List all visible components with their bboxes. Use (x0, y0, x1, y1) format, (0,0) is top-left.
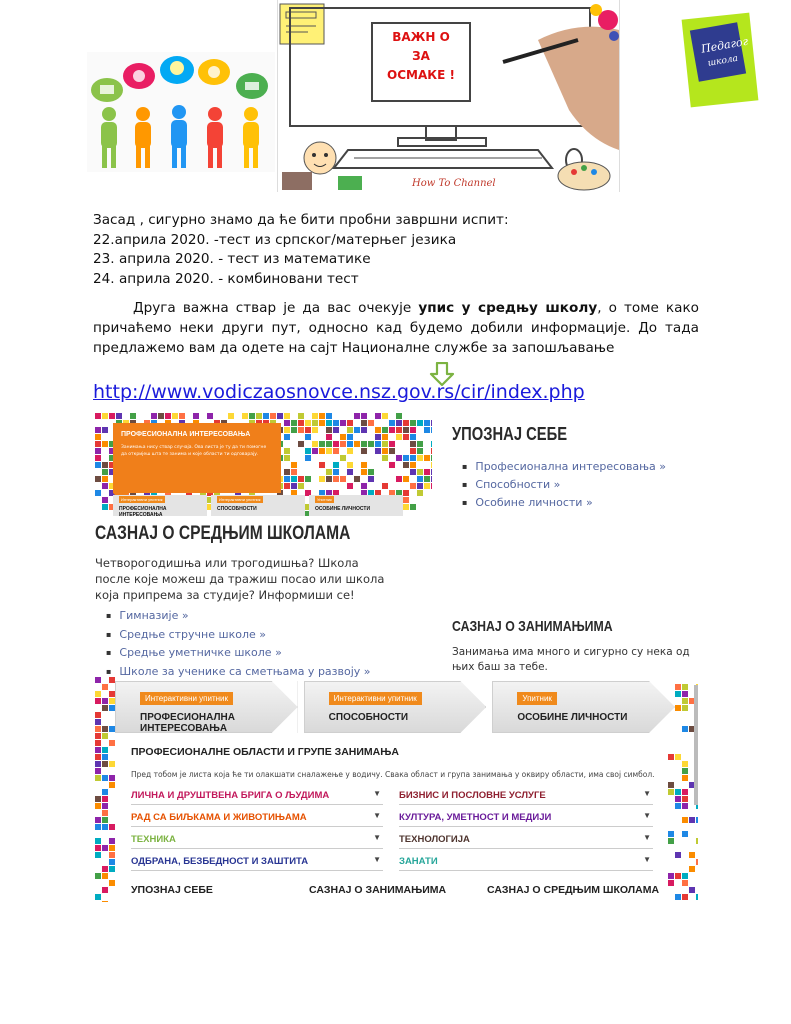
upoznaj-sebe-heading: УПОЗНАЈ СЕБЕ (452, 424, 568, 444)
area-label: БИЗНИС И ПОСЛОВНЕ УСЛУГЕ (399, 790, 546, 801)
test-tab-tag: Интерактивни упитник (329, 692, 422, 705)
banner-tab-name: ОСОБИНЕ ЛИЧНОСТИ (315, 506, 371, 512)
footer-link-upoznaj[interactable]: УПОЗНАЈ СЕБЕ (131, 884, 213, 896)
test-tab-name: ОСОБИНЕ ЛИЧНОСТИ (517, 712, 628, 723)
caret-down-icon: ▼ (643, 833, 651, 842)
test-tab-personality[interactable] (492, 681, 675, 733)
intro-line-4: 24. априла 2020. - комбиновани тест (93, 270, 359, 287)
test-tab-name: ПРОФЕСИОНАЛНА ИНТЕРЕСОВАЊА (140, 712, 235, 734)
test-tab-abilities[interactable] (304, 681, 487, 733)
caret-down-icon: ▼ (643, 811, 651, 820)
professional-areas-panel (115, 734, 665, 902)
schools-heading: САЗНАЈ О СРЕДЊИМ ШКОЛАМА (95, 523, 351, 544)
area-label: ЛИЧНА И ДРУШТВЕНА БРИГА О ЉУДИМА (131, 790, 330, 801)
link-abilities[interactable]: ▪ Способности » (462, 476, 666, 494)
banner-tabs (113, 495, 403, 516)
area-label: КУЛТУРА, УМЕТНОСТ И МЕДИЈИ (399, 812, 552, 823)
intro-line-3: 23. априла 2020. - тест из математике (93, 251, 371, 267)
left-color-mosaic (95, 677, 117, 902)
area-label: ТЕХНИКА (131, 834, 176, 845)
computer-drawing-illustration (277, 0, 620, 192)
panel-title: ПРОФЕСИОНАЛНЕ ОБЛАСТИ И ГРУПЕ ЗАНИМАЊА (131, 746, 399, 758)
how-to-channel-caption: How To Channel (412, 178, 496, 189)
test-tab-interests[interactable] (115, 681, 298, 733)
sign-line-1: ВАЖН О (392, 30, 450, 44)
paragraph-part-1: Друга важна ствар је да вас очекује (133, 300, 419, 316)
banner-tab[interactable] (113, 495, 207, 516)
school-links (106, 607, 371, 681)
caret-down-icon: ▼ (373, 855, 381, 864)
banner-title: ПРОФЕСИОНАЛНА ИНТЕРЕСОВАЊА (121, 431, 251, 438)
area-label: ТЕХНОЛОГИЈА (399, 834, 470, 845)
people-ideas-illustration (87, 52, 275, 172)
schools-description: Четворогодишња или трогодишња? Школа после које можеш да тражиш посао или школа која припрема за студије? Информиши се! (95, 556, 385, 602)
panel-description: Пред тобом је листа која ће ти олакшати сналажење у водичу. Свака област и група занимања у оквиру области, има свој симбол. (131, 770, 655, 779)
area-dropdown[interactable] (131, 830, 383, 849)
area-dropdown[interactable] (131, 786, 383, 805)
sign-line-3: ОСМАКЕ ! (387, 68, 455, 82)
vodic-site-screenshot (95, 677, 698, 902)
footer-link-schools[interactable]: САЗНАЈ О СРЕДЊИМ ШКОЛАМА (487, 884, 660, 896)
intro-text (93, 211, 509, 289)
area-dropdown[interactable] (399, 786, 653, 805)
link-special-schools[interactable]: ▪ Школе за ученике са сметњама у развоју » (106, 663, 371, 682)
sign-line-2: ЗА (412, 49, 430, 63)
scrollbar[interactable] (694, 685, 698, 805)
occupations-heading: САЗНАЈ О ЗАНИМАЊИМА (452, 618, 613, 635)
pedagog-logo (680, 8, 760, 112)
caret-down-icon: ▼ (373, 833, 381, 842)
chevron-right-icon (460, 681, 486, 733)
interests-banner-screenshot (95, 413, 432, 516)
link-art-schools[interactable]: ▪ Средње уметничке школе » (106, 644, 371, 663)
footer-link-occupations[interactable]: САЗНАЈ О ЗАНИМАЊИМА (309, 884, 447, 896)
enrollment-paragraph (93, 298, 699, 358)
caret-down-icon: ▼ (373, 789, 381, 798)
test-tab-name: СПОСОБНОСТИ (328, 712, 409, 723)
chevron-right-icon (649, 681, 675, 733)
intro-line-1: Засад , сигурно знамо да ће бити пробни завршни испит: (93, 212, 509, 228)
banner-text: Занимања нису ствар случаја. Ова листа је ту да ти помогне да откријеш шта те занима и које области ти одговарају. (121, 445, 267, 457)
paragraph-bold-phrase: упис у средњу школу (418, 300, 598, 316)
banner-tab-tag: Интерактивни упитник (121, 497, 163, 502)
area-dropdown[interactable] (399, 830, 653, 849)
caret-down-icon: ▼ (643, 855, 651, 864)
banner-tab-tag: Упитник (317, 497, 332, 502)
area-dropdown[interactable] (131, 808, 383, 827)
occupations-description: Занимања има много и сигурно су нека од њих баш за тебе. (452, 646, 690, 673)
upoznaj-sebe-links (462, 458, 666, 512)
test-tab-tag: Интерактивни упитник (140, 692, 233, 705)
nsz-website-link[interactable]: http://www.vodiczaosnovce.nsz.gov.rs/cir/index.php (93, 381, 585, 403)
link-personality[interactable]: ▪ Особине личности » (462, 494, 666, 512)
svg-text:Педагог: Педагог (700, 34, 750, 56)
paragraph-part-2: , о томе како причаћемо неки други пут, односно кад будемо добили информације. До тада предлажемо вам да одете на сајт Националне службе за запошљавање (93, 300, 700, 356)
test-tab-tag: Упитник (517, 692, 557, 705)
caret-down-icon: ▼ (373, 811, 381, 820)
banner-orange-box (113, 423, 281, 493)
area-dropdown[interactable] (399, 808, 653, 827)
link-gymnasiums[interactable]: ▪ Гимназије » (106, 607, 371, 626)
important-sign (371, 22, 471, 102)
area-label: ОДБРАНА, БЕЗБЕДНОСТ И ЗАШТИТА (131, 856, 309, 867)
area-label: ЗАНАТИ (399, 856, 438, 867)
banner-tab-tag: Интерактивни упитник (219, 497, 261, 502)
test-tabs-bar (115, 681, 675, 733)
banner-tab-name: СПОСОБНОСТИ (217, 506, 257, 512)
intro-line-2: 22.априла 2020. -тест из српског/матерњег језика (93, 231, 457, 248)
link-vocational-schools[interactable]: ▪ Средње стручне школе » (106, 626, 371, 645)
caret-down-icon: ▼ (643, 789, 651, 798)
banner-tab-name: ПРОФЕСИОНАЛНА ИНТЕРЕСОВАЊА (119, 506, 167, 516)
area-dropdown[interactable] (399, 852, 653, 871)
banner-tab[interactable] (309, 495, 403, 516)
area-dropdown[interactable] (131, 852, 383, 871)
svg-text:школа: школа (707, 53, 739, 69)
link-interests[interactable]: ▪ Професионална интересовања » (462, 458, 666, 476)
area-label: РАД СА БИЉКАМА И ЖИВОТИЊАМА (131, 812, 307, 823)
banner-tab[interactable] (211, 495, 305, 516)
